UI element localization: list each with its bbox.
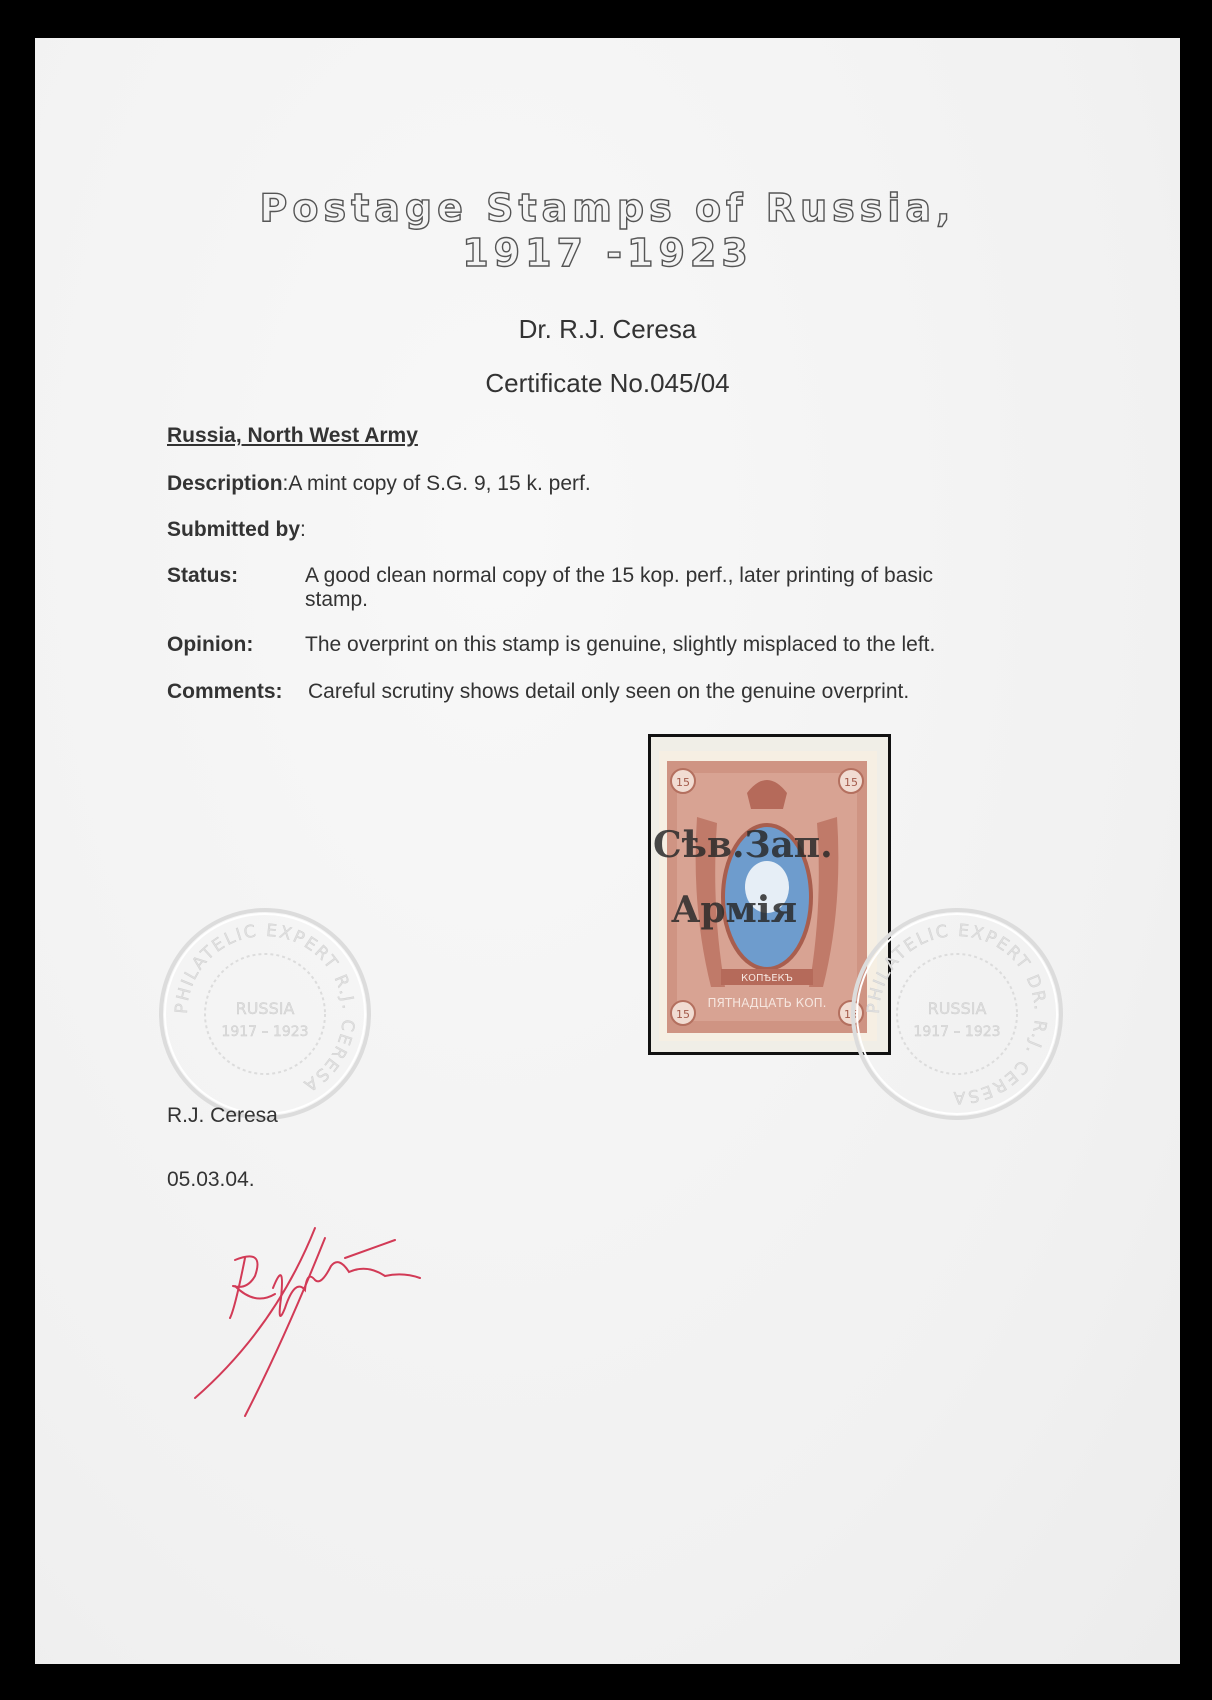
- comments-label: Comments:: [167, 680, 283, 703]
- signer-name: R.J. Ceresa: [167, 1104, 278, 1127]
- stamp-corner-denomination: 15: [676, 776, 690, 789]
- expert-name: Dr. R.J. Ceresa: [518, 314, 697, 344]
- opinion-value: The overprint on this stamp is genuine, slightly misplaced to the left.: [305, 633, 936, 656]
- opinion-label: Opinion:: [167, 633, 254, 656]
- stamp-corner-denomination: 15: [844, 776, 858, 789]
- submitted-row: [167, 518, 306, 542]
- stamp-overprint-line2: Армія: [671, 889, 798, 931]
- seal-left-ring-text: PHILATELIC EXPERT R.J. CERESA: [171, 920, 359, 1096]
- description-separator: :: [282, 472, 289, 495]
- stamp-overprint-line1: Сѣв.Зап.: [653, 824, 833, 866]
- status-label: Status:: [167, 564, 239, 587]
- seal-right-ring-text: PHILATELIC EXPERT DR. R.J. CERESA: [863, 920, 1051, 1108]
- description-row: [167, 472, 591, 496]
- seal-left-center-line1: RUSSIA: [235, 999, 295, 1018]
- stamp-value-label: КОПѢЕКЪ: [741, 973, 793, 984]
- seal-right-center-line1: RUSSIA: [927, 999, 987, 1018]
- embossed-seal-right: [847, 904, 1067, 1124]
- certificate-title-line2: 1917 -1923: [462, 231, 753, 275]
- certificate-sheet: [35, 38, 1180, 1664]
- submitted-separator: :: [300, 518, 306, 541]
- certificate-title-line1: Postage Stamps of Russia,: [259, 186, 956, 230]
- embossed-seal-left: [155, 904, 375, 1124]
- stamp-corner-denomination: 15: [844, 1008, 858, 1021]
- comments-value: Careful scrutiny shows detail only seen on the genuine overprint.: [308, 680, 910, 703]
- status-value: A good clean normal copy of the 15 kop. perf., later printing of basic stamp.: [305, 564, 934, 611]
- handwritten-signature: [135, 1168, 455, 1428]
- signature-date: 05.03.04.: [167, 1168, 255, 1191]
- certificate-number: Certificate No.045/04: [485, 368, 730, 398]
- description-label: Description: [167, 472, 283, 495]
- stamp-corner-denomination: 15: [676, 1008, 690, 1021]
- description-value: A mint copy of S.G. 9, 15 k. perf.: [288, 472, 591, 495]
- issue-heading: Russia, North West Army: [167, 424, 418, 447]
- seal-right-center-line2: 1917 – 1923: [913, 1024, 1001, 1040]
- stamp-bottom-text: ПЯТНАДЦАТЬ КОП.: [707, 996, 827, 1010]
- submitted-label: Submitted by: [167, 518, 301, 541]
- seal-left-center-line2: 1917 – 1923: [221, 1024, 309, 1040]
